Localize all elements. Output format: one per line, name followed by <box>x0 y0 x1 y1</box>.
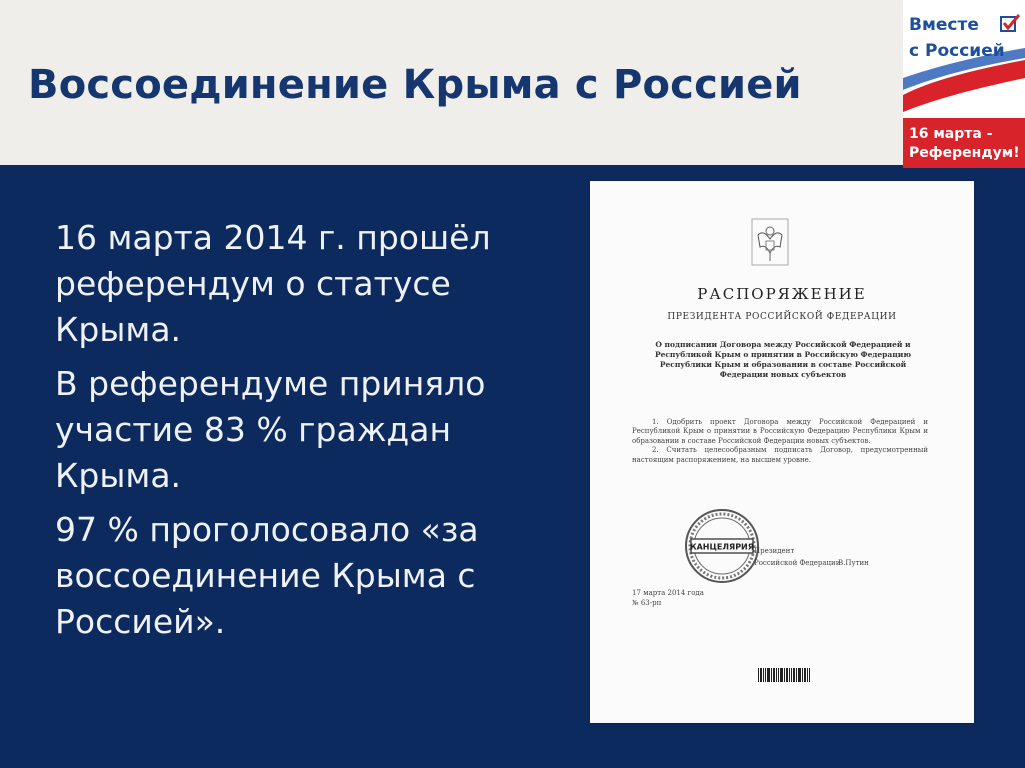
signature-title-1: Президент <box>754 547 795 555</box>
signature-title-2: Российской Федерации <box>754 559 841 567</box>
document-subheading: ПРЕЗИДЕНТА РОССИЙСКОЙ ФЕДЕРАЦИИ <box>667 312 897 322</box>
bullet-result: 97 % проголосовало «за воссоединение Крыма с Россией». <box>55 510 479 641</box>
document-heading: РАСПОРЯЖЕНИЕ <box>697 285 867 303</box>
document-body <box>632 418 928 465</box>
document-paragraph-2: 2. Считать целесообразным подписать Договор, предусмотренный настоящим распоряжением, на высшем уровне. <box>632 446 928 464</box>
bullet-referendum-date: 16 марта 2014 г. прошёл референдум о статусе Крыма. <box>55 218 491 349</box>
signature-name: В.Путин <box>838 559 869 567</box>
bullet-list <box>55 215 575 653</box>
document-number: № 63-рп <box>632 599 662 607</box>
poster-text-date: 16 марта - <box>909 126 993 142</box>
barcode-icon <box>758 668 810 682</box>
document-paragraph-1: 1. Одобрить проект Договора между Российской Федерацией и Республикой Крым о принятии в Российскую Федерацию Республики Крым и образовании в составе Российской Федерации новых субъектов. <box>632 418 928 445</box>
poster-text-together: Вместе <box>909 15 979 35</box>
bullet-turnout: В референдуме приняло участие 83 % граждан Крыма. <box>55 364 486 495</box>
official-seal-stamp <box>683 507 761 585</box>
seal-text: КАНЦЕЛЯРИЯ <box>690 542 754 552</box>
presidential-order-document <box>590 181 974 723</box>
document-subject: О подписании Договора между Российской Федерацией и Республикой Крым о принятии в Российскую Федерацию Республики Крым и образовании в составе Российской Федерации новых субъектов <box>654 340 912 379</box>
poster-text-referendum: Референдум! <box>909 145 1020 161</box>
document-date: 17 марта 2014 года <box>632 589 704 597</box>
coat-of-arms-icon <box>750 217 790 267</box>
checkmark-icon <box>1000 14 1020 32</box>
poster-text-with-russia: с Россией <box>909 41 1005 61</box>
slide-title: Воссоединение Крыма с Россией <box>28 62 802 108</box>
